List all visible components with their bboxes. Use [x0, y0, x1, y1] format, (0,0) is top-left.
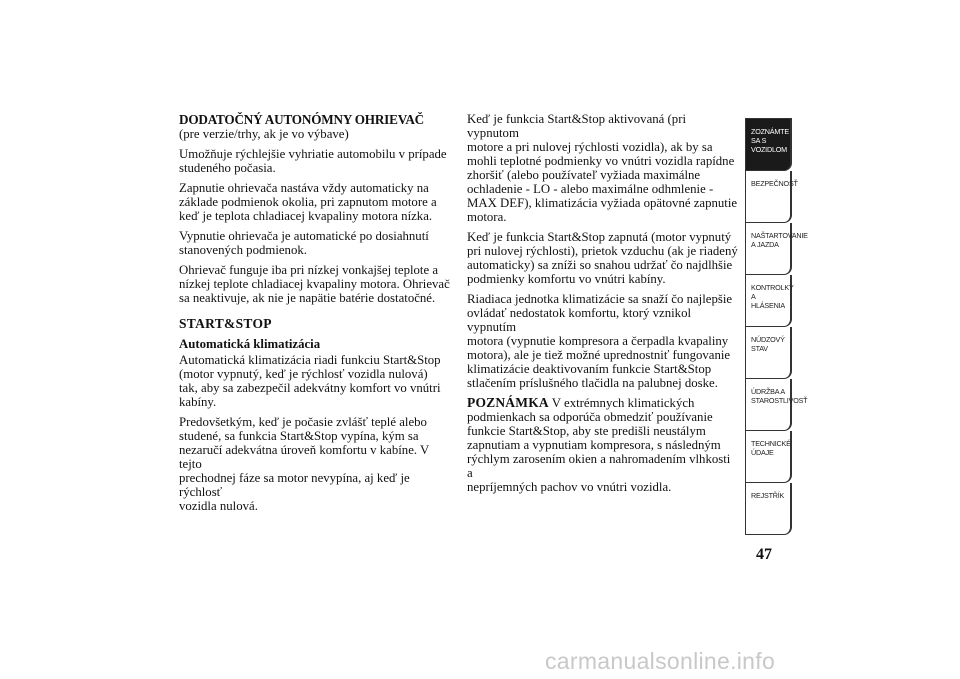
note-text: V extrémnych klimatických podmienkach sa odporúča obmedziť používanie funkcie Start&Stop, aby ste predišli neustálym zapnutiam a vypnutiam kompresora, s následným rýchlym zarosením okien a nahromadením vlhkosti a nepríjemných pachov vo vnútri vozidla.	[467, 396, 731, 494]
tab-warning-lights[interactable]: KONTROLKY A HLÁSENIA	[746, 275, 792, 327]
note-label: POZNÁMKA	[467, 395, 549, 410]
left-column	[179, 112, 451, 519]
tab-technical-data[interactable]: TECHNICKÉ ÚDAJE	[746, 431, 792, 483]
note-paragraph	[467, 396, 739, 494]
paragraph: Automatická klimatizácia riadi funkciu Start&Stop (motor vypnutý, keď je rýchlosť vozidla nulová) tak, aby sa zabezpečil adekvátny komfort vo vnútri kabíny.	[179, 353, 441, 409]
tab-maintenance[interactable]: ÚDRŽBA A STAROSTLIVOSŤ	[746, 379, 792, 431]
paragraph: Keď je funkcia Start&Stop zapnutá (motor vypnutý pri nulovej rýchlosti), prietok vzduchu (ak je riadený automaticky) sa zníži so snahou udržať čo najdlhšie podmienky komfortu vo vnútri kabíny.	[467, 230, 738, 286]
subheading-auto-climate: Automatická klimatizácia	[179, 337, 321, 351]
paragraph: Umožňuje rýchlejšie vyhriatie automobilu v prípade studeného počasia.	[179, 147, 447, 175]
heading-autonomous-heater: DODATOČNÝ AUTONÓMNY OHRIEVAČ	[179, 112, 424, 127]
page-number: 47	[756, 546, 772, 563]
tab-get-to-know-vehicle[interactable]: ZOZNÁMTE SA S VOZIDLOM	[746, 119, 792, 171]
chapter-tabs	[745, 118, 808, 535]
heading-subtitle: (pre verzie/trhy, ak je vo výbave)	[179, 127, 349, 141]
paragraph: Riadiaca jednotka klimatizácie sa snaží čo najlepšie ovládať nedostatok komfortu, ktorý vznikol vypnutím motora (vypnutie kompresora a čerpadla kvapaliny motora), ale je tiež možné uprednostniť fungovanie klimatizácie deaktivovaním funkcie Start&Stop stlačením príslušného tlačidla na palubnej doske.	[467, 292, 733, 390]
heading-start-stop: START&STOP	[179, 316, 272, 331]
paragraph: Ohrievač funguje iba pri nízkej vonkajšej teplote a nízkej teplote chladiacej kvapaliny motora. Ohrievač sa neaktivuje, ak nie je napätie batérie dostatočné.	[179, 263, 450, 305]
tab-safety[interactable]: BEZPEČNOSŤ	[746, 171, 792, 223]
paragraph: Zapnutie ohrievača nastáva vždy automaticky na základe podmienok okolia, pri zapnutom motore a keď je teplota chladiacej kvapaliny motora nízka.	[179, 181, 437, 223]
watermark: carmanualsonline.info	[545, 648, 776, 674]
paragraph: Keď je funkcia Start&Stop aktivovaná (pri vypnutom motore a pri nulovej rýchlosti vozidla), ak by sa mohli teplotné podmienky vo vnútri vozidla rapídne zhoršiť (alebo používateľ vyžiada maximálne ochladenie - LO - alebo maximálne odhmlenie - MAX DEF), klimatizácia vyžiada opätovné zapnutie motora.	[467, 112, 738, 224]
tab-starting-driving[interactable]: NAŠTARTOVANIE A JAZDA	[746, 223, 792, 275]
paragraph: Predovšetkým, keď je počasie zvlášť teplé alebo studené, sa funkcia Start&Stop vypína, kým sa nezaručí adekvátna úroveň komfortu v kabíne. V tejto prechodnej fáze sa motor nevypína, aj keď je rýchlosť vozidla nulová.	[179, 415, 430, 513]
tab-emergency[interactable]: NÚDZOVÝ STAV	[746, 327, 792, 379]
paragraph: Vypnutie ohrievača je automatické po dosiahnutí stanovených podmienok.	[179, 229, 429, 257]
right-column	[467, 112, 739, 500]
tab-index[interactable]: REJSTŘÍK	[746, 483, 792, 535]
